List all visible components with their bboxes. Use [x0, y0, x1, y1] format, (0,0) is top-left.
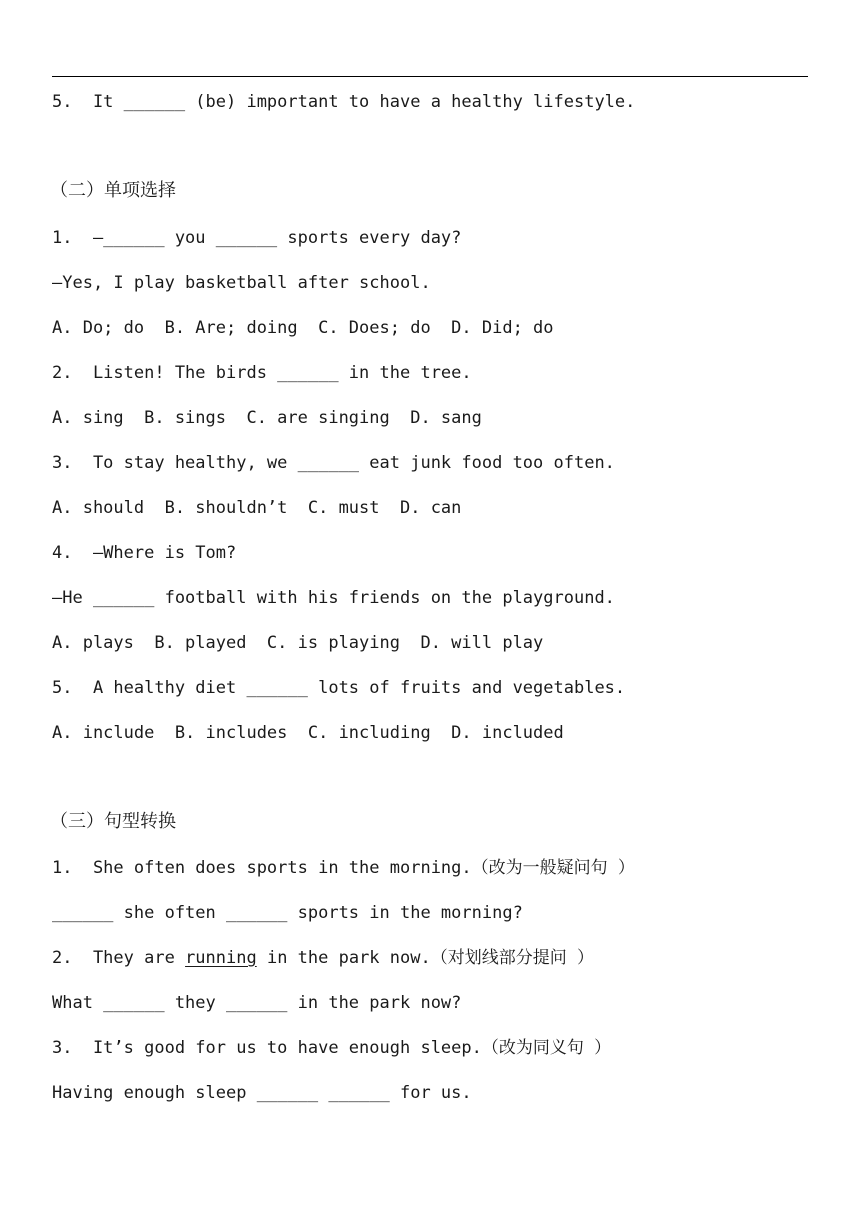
mc-question-4-answer: —He ______ football with his friends on the playground. [52, 588, 615, 608]
mc-question-4-options: A. plays B. played C. is playing D. will play [52, 633, 544, 653]
transform-question-3: 3. It’s good for us to have enough sleep.（改为同义句 ） [52, 1038, 612, 1058]
part1-question-5: 5. It ______ (be) important to have a healthy lifestyle. [52, 92, 636, 112]
mc-question-5-options: A. include B. includes C. including D. included [52, 723, 564, 743]
mc-question-3-options: A. should B. shouldn’t C. must D. can [52, 498, 462, 518]
top-rule [52, 76, 808, 77]
transform-question-3-answer: Having enough sleep ______ ______ for us. [52, 1083, 472, 1103]
transform-question-2-prefix: 2. They are [52, 948, 186, 968]
transform-question-1: 1. She often does sports in the morning.（改为一般疑问句 ） [52, 858, 635, 878]
transform-question-2 [52, 946, 594, 970]
transform-question-1-answer: ______ she often ______ sports in the morning? [52, 903, 523, 923]
transform-question-2-suffix: in the park now.（对划线部分提问 ） [256, 948, 594, 968]
mc-question-1: 1. —______ you ______ sports every day? [52, 228, 462, 248]
mc-question-1-options: A. Do; do B. Are; doing C. Does; do D. Did; do [52, 318, 554, 338]
section-heading-sentence-transformation: （三）句型转换 [50, 811, 176, 832]
mc-question-2-options: A. sing B. sings C. are singing D. sang [52, 408, 482, 428]
transform-question-2-answer: What ______ they ______ in the park now? [52, 993, 462, 1013]
mc-question-3: 3. To stay healthy, we ______ eat junk food too often. [52, 453, 615, 473]
mc-question-4: 4. —Where is Tom? [52, 543, 237, 563]
mc-question-1-answer: —Yes, I play basketball after school. [52, 273, 431, 293]
section-heading-multiple-choice: （二）单项选择 [50, 180, 176, 201]
underlined-word: running [185, 948, 257, 968]
mc-question-2: 2. Listen! The birds ______ in the tree. [52, 363, 472, 383]
mc-question-5: 5. A healthy diet ______ lots of fruits and vegetables. [52, 678, 626, 698]
